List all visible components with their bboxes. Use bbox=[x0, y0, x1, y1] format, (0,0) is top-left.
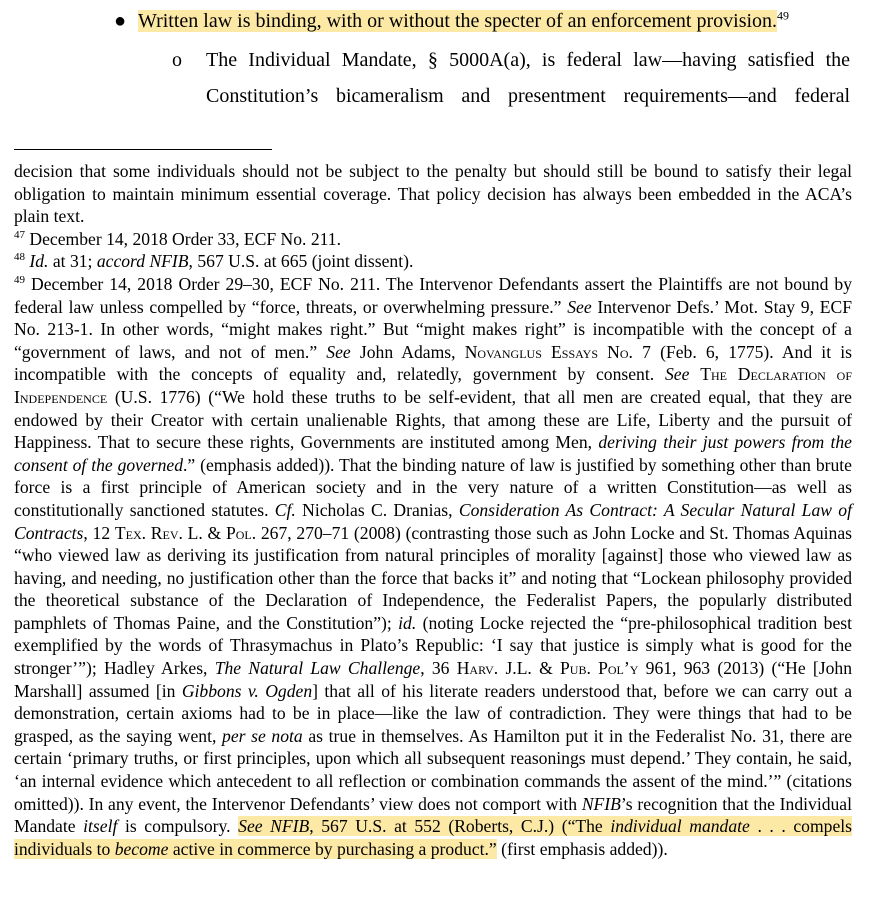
footnote-49: $^{49}$ December 14, 2018 Order 29–30, ECF No. 211. The Intervenor Defendants assert the Plaintiffs are not bound by federal law unless compelled by “force, threats, or overwhelming pressure.” See Intervenor Defs.’ Mot. Stay 9, ECF No. 213-1. In other words, “might makes right.” But “might makes right” is incompatible with the concept of a “government of laws, and not of men.” See John Adams, Novanglus Essays No. 7 (Feb. 6, 1775). And it is incompatible with the concepts of equality and, relatedly, government by consent. See The Declaration of Independence (U.S. 1776) (“We hold these truths to be self-evident, that all men are created equal, that they are endowed by their Creator with certain unalienable Rights, that among these are Life, Liberty and the pursuit of Happiness. That to secure these rights, Governments are instituted among Men, deriving their just powers from the consent of the governed.” (emphasis added)). That the binding nature of law is justified by something other than brute force is a first principle of American society and in the very nature of a written Constitution—as well as constitutionally sanctioned statutes. Cf. Nicholas C. Dranias, Consideration As Contract: A Secular Natural Law of Contracts, 12 Tex. Rev. L. & Pol. 267, 270–71 (2008) (contrasting those such as John Locke and St. Thomas Aquinas “who viewed law as deriving its justification from natural principles of morality [against] those who viewed law as having, and needing, no justification other than the force that backs it” and noting that “Lockean philosophy provided the theoretical substance of the Declaration of Independence, the Federalist Papers, the popularly distributed pamphlets of Thomas Paine, and the Constitution”); id. (noting Locke rejected the “pre-philosophical tradition best exemplified by the words of Thrasymachus in Plato’s Republic: ‘I say that justice is simply what is good for the stronger’”); Hadley Arkes, The Natural Law Challenge, 36 Harv. J.L. & Pub. Pol’y 961, 963 (2013) (“He [John Marshall] assumed [in Gibbons v. Ogden] that all of his literate readers understood that, before we can carry out a demonstration, certain axioms had to be in place—like the law of contradiction. They were things that had to be grasped, as the saying went, per se nota as true in themselves. As Hamilton put it in the Federalist No. 31, there are certain ‘primary truths, or first principles, upon which all subsequent reasonings must depend.’ They contain, he said, ‘an internal evidence which antecedent to all reflection or combination commands the assent of the mind.’” (citations omitted)). In any event, the Intervenor Defendants’ view does not comport with NFIB’s recognition that the Individual Mandate itself is compulsory. See NFIB, 567 U.S. at 552 (Roberts, C.J.) (“The individual mandate . . . compels individuals to become active in commerce by purchasing a product.” (first emphasis added)). bbox=[14, 273, 853, 859]
case-name: Gibbons v. Ogden bbox=[181, 680, 313, 701]
footnote-separator bbox=[14, 149, 272, 150]
footnote-reference[interactable]: 49 bbox=[777, 8, 790, 23]
footnote-47 bbox=[14, 228, 852, 251]
sub-bullet-line-1: The Individual Mandate, § 5000A(a), is federal law—having satisfied the bbox=[206, 49, 850, 71]
highlighted-citation: See NFIB, 567 U.S. at 552 (Roberts, C.J.) (“The individual mandate . . . compels individuals to become active in commerce by purchasing a product.” bbox=[14, 816, 853, 859]
footnote-number: 47 bbox=[14, 228, 25, 241]
source-title: Novanglus Essays No. bbox=[464, 341, 633, 362]
journal-name: Harv. J.L. & Pub. Pol’y bbox=[456, 658, 639, 679]
sub-bullet-marker: o bbox=[172, 49, 182, 71]
citation-accord: accord NFIB bbox=[96, 251, 189, 272]
highlighted-bullet-text: Written law is binding, with or without the specter of an enforcement provision. bbox=[138, 10, 778, 32]
bullet-marker: ● bbox=[113, 10, 127, 32]
footnote-number: 49 bbox=[14, 274, 25, 287]
sub-bullet-line-2: Constitution’s bicameralism and presentment requirements—and federal bbox=[206, 85, 850, 107]
article-title: The Natural Law Challenge bbox=[214, 658, 421, 679]
footnotes-section bbox=[14, 160, 852, 860]
source-title: The Declaration of Independence bbox=[14, 364, 852, 407]
journal-name: Tex. Rev. L. & Pol. bbox=[114, 522, 257, 543]
citation-id: Id. bbox=[29, 251, 49, 272]
footnote-48: $^{48}$ Id. at 31; accord NFIB, 567 U.S. at 665 (joint dissent). bbox=[14, 251, 414, 272]
article-title: Consideration As Contract: A Secular Natural Law of Contracts bbox=[14, 499, 852, 543]
footnote-text: December 14, 2018 Order 33, ECF No. 211. bbox=[25, 228, 341, 249]
footnote-number: 48 bbox=[14, 251, 25, 264]
footnote-continuation: decision that some individuals should not be subject to the penalty but should still be bound to satisfy their legal obligation to maintain minimum essential coverage. That policy decision has always been embedded in the ACA’s plain text. bbox=[14, 161, 852, 227]
